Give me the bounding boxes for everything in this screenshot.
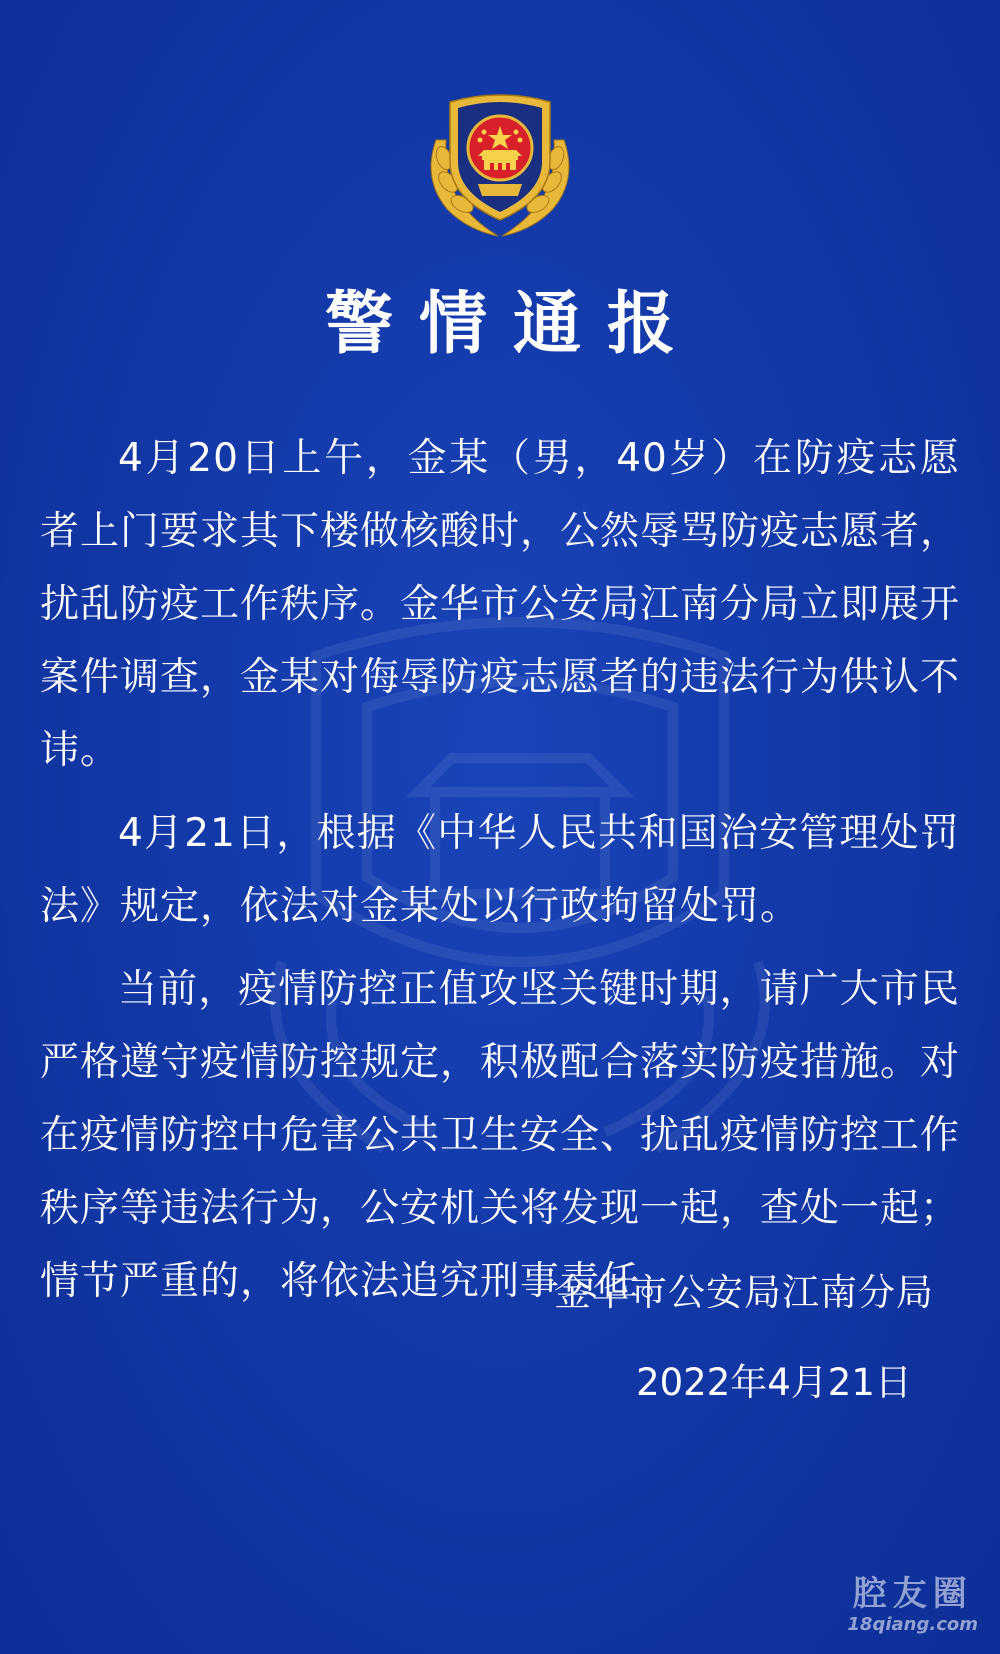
- notice-body: [40, 422, 960, 1328]
- signature-organization: 金华市公安局江南分局: [554, 1271, 934, 1314]
- signature-date: 2022年4月21日: [636, 1361, 912, 1404]
- site-watermark-name: 腔友圈: [852, 1574, 973, 1614]
- site-watermark-url: 18qiang.com: [847, 1614, 978, 1635]
- notice-title: 警情通报: [324, 285, 701, 364]
- notice-paragraph-3: 当前，疫情防控正值攻坚关键时期，请广大市民严格遵守疫情防控规定，积极配合落实防疫措施。对在疫情防控中危害公共卫生安全、扰乱疫情防控工作秩序等违法行为，公安机关将发现一起，查处一起；情节严重的，将依法追究刑事责任。: [40, 967, 961, 1304]
- police-emblem-icon: [418, 80, 582, 244]
- notice-paragraph-2: 4月21日，根据《中华人民共和国治安管理处罚法》规定，依法对金某处以行政拘留处罚。: [40, 811, 960, 929]
- signature-block: [554, 1268, 934, 1408]
- notice-paragraph-1: 4月20日上午，金某（男，40岁）在防疫志愿者上门要求其下楼做核酸时，公然辱骂防疫志愿者，扰乱防疫工作秩序。金华市公安局江南分局立即展开案件调查，金某对侮辱防疫志愿者的违法行为供认不讳。: [40, 436, 961, 773]
- site-watermark: [847, 1574, 978, 1636]
